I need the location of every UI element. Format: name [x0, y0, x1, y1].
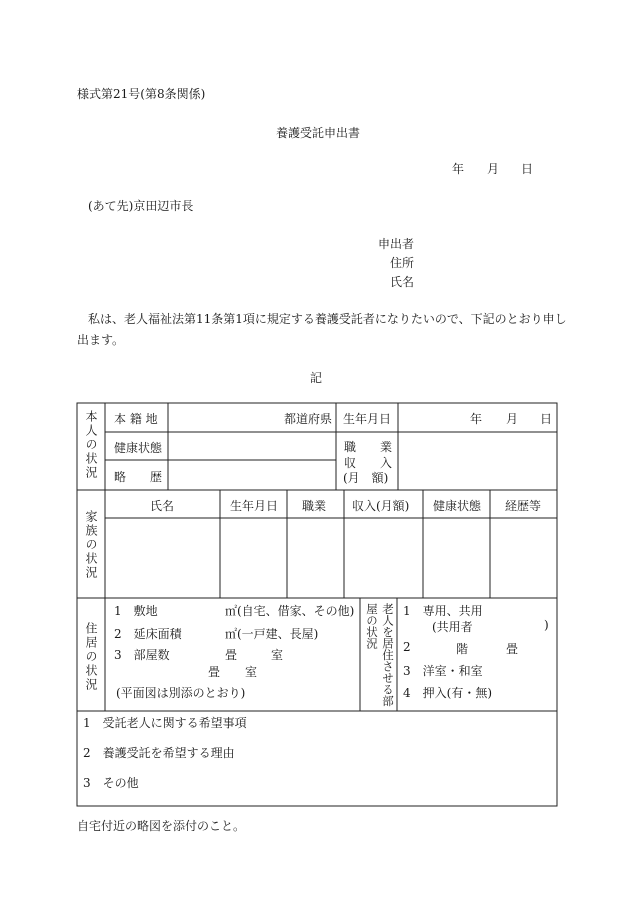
other-item: 3 その他	[83, 776, 139, 790]
birth-month-label: 月	[506, 412, 519, 426]
income-label-a: 収	[344, 456, 357, 470]
honseki-label: 本 籍 地	[114, 412, 158, 426]
family-col-birthdate: 生年月日	[230, 499, 279, 513]
date-day-label: 日	[521, 162, 534, 176]
health-label: 健康状態	[114, 441, 163, 455]
monthly-label: (月 額)	[343, 471, 389, 485]
birth-date-label: 生年月日	[343, 412, 392, 426]
career-label: 略 歴	[114, 470, 163, 484]
ki-heading: 記	[310, 371, 323, 385]
family-col-income: 収入(月額)	[352, 499, 410, 513]
birth-year-label: 年	[470, 412, 483, 426]
wishes-item: 1 受託老人に関する希望事項	[83, 716, 247, 730]
site-note: ㎡(自宅、借家、その他)	[225, 604, 355, 618]
floor-number-label: 2	[403, 640, 411, 654]
floor-area-label: 2 延床面積	[114, 627, 182, 641]
floor-kai-label: 階	[456, 642, 469, 656]
shared-with-label: (共用者	[432, 620, 473, 634]
rooms-shitsu-1: 室	[271, 648, 284, 662]
date-year-label: 年	[452, 162, 465, 176]
self-section-heading: 本人の状況	[84, 410, 98, 480]
rooms-label: 3 部屋数	[114, 648, 170, 662]
applicant-label: 申出者	[378, 237, 415, 251]
birth-day-label: 日	[540, 412, 553, 426]
rooms-shitsu-2: 室	[245, 665, 258, 679]
floor-jo-label: 畳	[506, 642, 519, 656]
body-text-line1: 私は、老人福祉法第11条第1項に規定する養護受託者になりたいので、下記のとおり申し	[88, 312, 567, 326]
exclusive-shared-label: 1 専用、共用	[403, 604, 483, 618]
family-section-heading: 家族の状況	[84, 510, 98, 580]
elder-room-heading: 老人を居住させる部屋の状況	[365, 603, 395, 707]
site-label: 1 敷地	[114, 604, 158, 618]
shared-with-close: )	[544, 618, 549, 632]
applicant-name-label: 氏名	[390, 275, 415, 289]
rooms-jo-2: 畳	[208, 665, 221, 679]
body-text-line2: 出ます。	[77, 333, 125, 347]
family-col-occupation: 職業	[302, 499, 327, 513]
closet-label: 4 押入(有・無)	[403, 686, 492, 700]
date-month-label: 月	[487, 162, 500, 176]
family-col-career: 経歴等	[505, 499, 542, 513]
page-title: 養護受託申出書	[276, 126, 361, 140]
reason-item: 2 養護受託を希望する理由	[83, 746, 235, 760]
housing-section-heading: 住居の状況	[84, 622, 98, 692]
occupation-label-a: 職	[344, 440, 357, 454]
footer-note: 自宅付近の略図を添付のこと。	[77, 819, 246, 833]
form-number: 様式第21号(第8条関係)	[77, 87, 206, 101]
plan-note: (平面図は別添のとおり)	[116, 686, 246, 700]
addressee: (あて先)京田辺市長	[88, 199, 194, 213]
family-col-name: 氏名	[150, 499, 175, 513]
applicant-address-label: 住所	[390, 256, 415, 270]
room-style-label: 3 洋室・和室	[403, 664, 483, 678]
floor-area-note: ㎡(一戸建、長屋)	[225, 627, 319, 641]
todofuken-label: 都道府県	[284, 412, 333, 426]
rooms-jo-1: 畳	[225, 648, 238, 662]
income-label-b: 入	[380, 456, 393, 470]
occupation-label-b: 業	[380, 440, 393, 454]
family-col-health: 健康状態	[433, 499, 482, 513]
